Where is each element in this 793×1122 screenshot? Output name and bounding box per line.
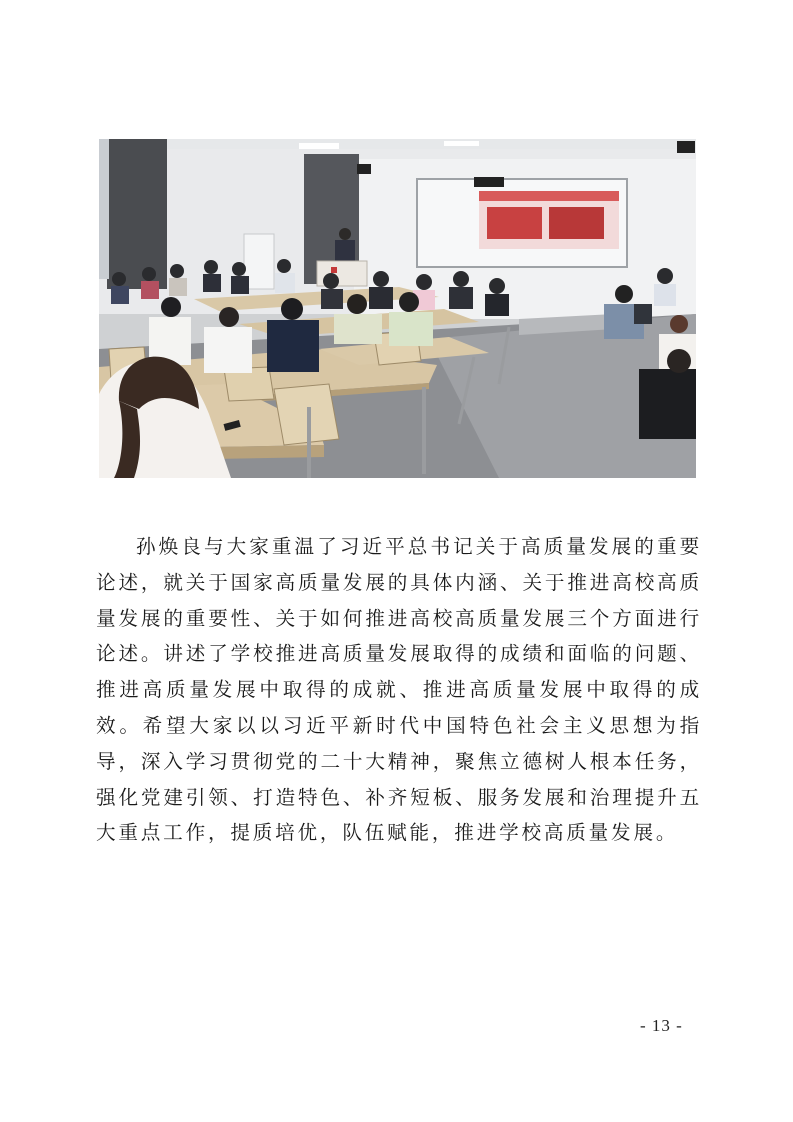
meeting-photo — [99, 139, 696, 478]
body-paragraph: 孙焕良与大家重温了习近平总书记关于高质量发展的重要论述，就关于国家高质量发展的具体内涵、关于推进高校高质量发展的重要性、关于如何推进高校高质量发展三个方面进行论述。讲述了学校推进高质量发展取得的成绩和面临的问题、推进高质量发展中取得的成就、推进高质量发展中取得的成效。希望大家以以习近平新时代中国特色社会主义思想为指导，深入学习贯彻党的二十大精神，聚焦立德树人根本任务，强化党建引领、打造特色、补齐短板、服务发展和治理提升五大重点工作，提质培优，队伍赋能，推进学校高质量发展。 — [96, 535, 702, 845]
classroom-illustration — [99, 139, 696, 478]
page-number: - 13 - — [640, 1016, 683, 1035]
